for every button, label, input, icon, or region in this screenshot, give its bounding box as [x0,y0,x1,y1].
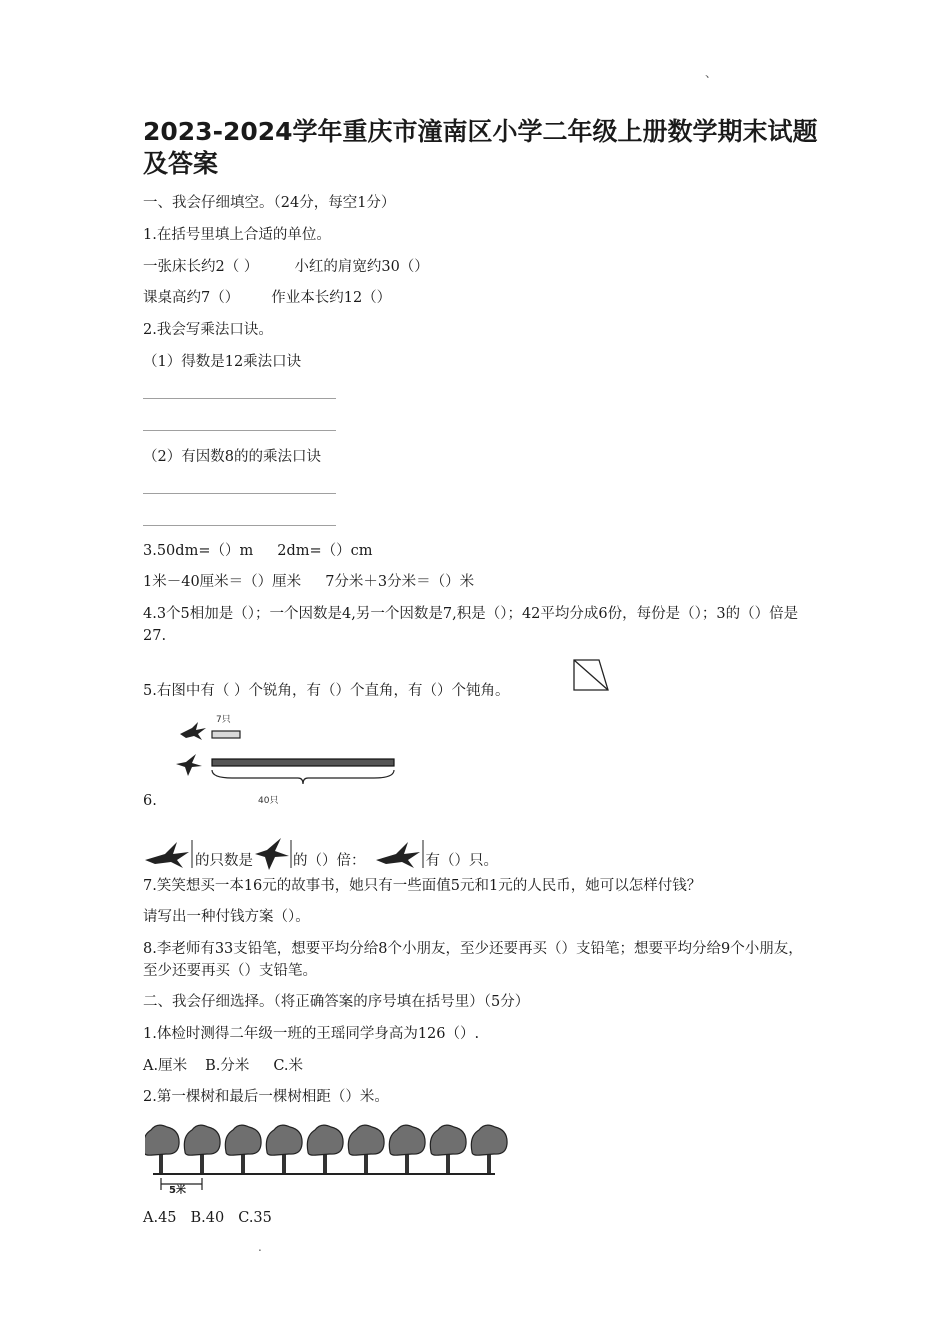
s2-q1-options [143,1055,303,1077]
q2-part1: （1）得数是12乘法口诀 [143,354,302,370]
page-title: 2023-2024学年重庆市潼南区小学二年级上册数学期末试题及答案 [143,117,818,178]
brace [212,770,394,784]
scan-mark-bottom: . [258,1240,262,1254]
tree-icon [184,1125,220,1174]
quadrilateral-figure [572,658,610,692]
q3-row2 [143,571,474,593]
short-bar [212,731,240,738]
q1-item-d: 作业本长约12（） [271,290,392,306]
tree-icon [225,1125,261,1174]
q3-item-c: 1米－40厘米＝（）厘米 [143,574,302,590]
s2-q2-option-c: C.35 [238,1210,272,1226]
q1-row1 [143,256,429,278]
magpie-icon [143,838,195,872]
q1-item-a: 一张床长约2（ ） [143,259,259,275]
tree-icon [348,1125,384,1174]
magpie-icon [374,838,426,872]
q1-stem: 1.在括号里填上合适的单位。 [143,227,331,243]
answer-line [143,398,336,399]
answer-line [143,430,336,431]
swallow-icon [253,838,293,872]
q2-part2: （2）有因数8的的乘法口诀 [143,449,321,465]
scan-mark-top: 、 [705,66,718,80]
tree-icon [471,1125,507,1174]
q2-stem: 2.我会写乘法口诀。 [143,322,273,338]
tree-icon [145,1125,179,1174]
q3-row1 [143,540,373,562]
tree-row-diagram [145,1122,510,1194]
q1-item-c: 课桌高约7（） [143,290,240,306]
q3-item-d: 7分米＋3分米＝（）米 [325,574,475,590]
tree-icon [307,1125,343,1174]
s2-q1-option-b: B.分米 [205,1058,250,1074]
q7-line1: 7.笑笑想买一本16元的故事书，她只有一些面值5元和1元的人民币，她可以怎样付钱？ [143,878,702,894]
s2-q1-option-a: A.厘米 [143,1058,188,1074]
q3-item-b: 2dm=（）cm [277,543,373,559]
bar-label-top: 7只 [216,715,231,725]
tree-icon [430,1125,466,1174]
q1-item-b: 小红的肩宽约30（） [294,259,429,275]
tree-icon [266,1125,302,1174]
q4-text: 4.3个5相加是（）；一个因数是4,另一个因数是7,积是（）；42平均分成6份，每份是（）；3的（）倍是27. [143,606,799,644]
q5-text: 5.右图中有（ ）个锐角，有（）个直角，有（）个钝角。 [143,683,510,699]
answer-line [143,493,336,494]
q6-sentence [143,838,498,872]
bird-bar-diagram [172,708,402,808]
long-bar [212,759,394,766]
q6-part3: 有（）只。 [425,853,498,869]
answer-line [143,525,336,526]
s2-q1-stem: 1.体检时测得二年级一班的王瑶同学身高为126（）. [143,1026,480,1042]
section2-heading: 二、我会仔细选择。（将正确答案的序号填在括号里）（5分） [143,994,530,1010]
s2-q2-stem: 2.第一棵树和最后一棵树相距（）米。 [143,1089,389,1105]
bar-label-bottom: 40只 [258,796,279,806]
swallow-icon [176,754,202,776]
s2-q2-option-b: B.40 [190,1210,225,1226]
s2-q2-option-a: A.45 [143,1210,177,1226]
s2-q1-option-c: C.米 [273,1058,304,1074]
section1-heading: 一、我会仔细填空。（24分，每空1分） [143,195,396,211]
magpie-icon [180,722,206,740]
q6-part1: 的只数是 [195,853,253,869]
tree-icon [389,1125,425,1174]
q6-part2: 的（）倍： [293,853,366,869]
q6-number: 6. [143,793,157,809]
q3-item-a: 3.50dm=（）m [143,543,254,559]
distance-label: 5米 [169,1185,186,1194]
q8-text: 8.李老师有33支铅笔，想要平均分给8个小朋友，至少还要再买（）支铅笔；想要平均分给9个小朋友，至少还要再买（）支铅笔。 [143,941,803,979]
q1-row2 [143,287,391,309]
q7-line2: 请写出一种付钱方案（）。 [143,909,310,925]
s2-q2-options [143,1207,272,1229]
